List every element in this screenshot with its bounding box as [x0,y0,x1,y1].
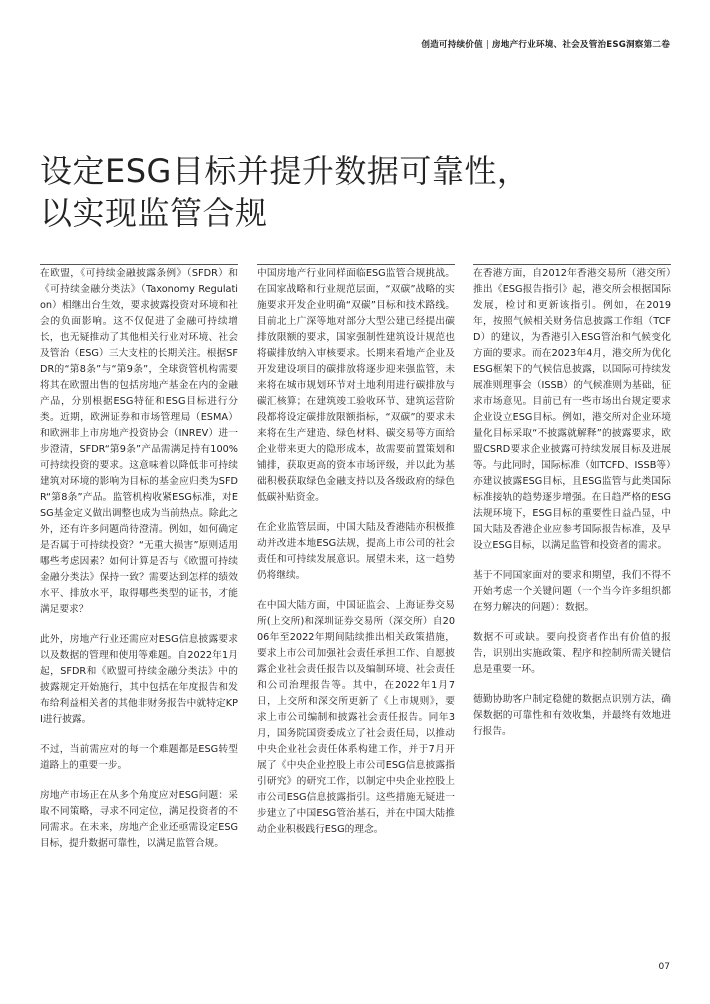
paragraph: 德勤协助客户制定稳健的数据点识别方法，确保数据的可靠性和有效收集，并最终有效地进行报告。 [473,694,671,737]
header-separator: | [485,40,489,50]
paragraph: 在中国大陆方面，中国证监会、上海证券交易所(上交所)和深圳证券交易所（深交所）自2006年至2022年期间陆续推出相关政策措施，要求上市公司加强社会责任承担工作、自愿披露企业社会责任报告以及编制环境、社会责任和公司治理报告等。其中，在2022年1月7日，上交所和深交所更新了《上市规则》，要求上市公司编制和披露社会责任报告。同年3月，国务院国资委成立了社会责任局，以推动中央企业社会责任体系构建工作，并于7月开展了《中央企业控股上市公司ESG信息披露指引研究》的研究工作，以制定中央企业控股上市公司ESG信息披露指引。这些措施无疑进一步建立了中国ESG管治基石，并在中国大陆推动企业积极践行ESG的理念。 [257,600,455,835]
page-title-line-1: 设定ESG目标并提升数据可靠性， [40,152,530,190]
paragraph: 在香港方面，自2012年香港交易所（港交所）推出《ESG报告指引》起，港交所会根据国际发展，检讨和更新该指引。例如，在2019年，按照气候相关财务信息披露工作组（TCFD）的建议，为香港引入ESG管治和气候变化方面的要求。而在2023年4月，港交所为优化ESG框架下的气候信息披露，以国际可持续发展准则理事会（ISSB）的气候准则为基础，征求市场意见。目前已有一些市场出台规定要求企业设立ESG目标。例如，港交所对企业环境量化目标采取“不披露就解释”的披露要求，欧盟CSRD要求企业披露可持续发展目标及进展等。与此同时，国际标准（如TCFD、ISSB等）亦建议披露ESG目标，且ESG监管与此类国际标准接轨的趋势逐步增强。在日趋严格的ESG法规环境下，ESG目标的重要性日益凸显，中国大陆及香港企业应参考国际报告标准，及早设立ESG目标，以满足监管和投资者的需求。 [473,268,671,551]
running-header [421,38,670,50]
page-title [40,150,529,234]
paragraph: 基于不同国家面对的要求和期望，我们不得不开始考虑一个关键问题（一个当今许多组织都在努力解决的问题）：数据。 [473,570,671,613]
header-publication-title: 房地产行业环境、社会及管治ESG洞察第二卷 [491,40,670,50]
header-series-title: 创造可持续价值 [421,40,483,50]
paragraph: 在欧盟，《可持续金融披露条例》（SFDR）和《可持续金融分类法》（Taxonomy Regulation）相继出台生效，要求披露投资对环境和社会的负面影响。这不仅促进了金融可持续增长，也无疑推动了其他相关行业对环境、社会及管治（ESG）三大支柱的长期关注。根据SFDR的“第8条”与“第9条”，全球资管机构需要将其在欧盟出售的包括房地产基金在内的金融产品，分别根据ESG特征和ESG目标进行分类。近期，欧洲证券和市场管理局（ESMA）和欧洲非上市房地产投资协会（INREV）进一步澄清，SFDR“第9条”产品需满足持有100%可持续投资的要求。这意味着以降低非可持续建筑对环境的影响为目标的基金应归类为SFDR“第8条”产品。监管机构收紧ESG标准，对ESG基金定义做出调整也成为当前热点。除此之外，还有许多问题尚待澄清。例如，如何确定是否属于可持续投资？“无重大损害”原则适用哪些考虑因素？如何计算是否与《欧盟可持续金融分类法》保持一致？需要达到怎样的绩效水平、排放水平，取得哪些类型的证书，才能满足要求？ [40,268,238,615]
paragraph: 在企业监管层面，中国大陆及香港陆亦积极推动并改进本地ESG法规，提高上市公司的社会责任和可持续发展意识。展望未来，这一趋势仍将继续。 [257,522,455,581]
paragraph: 中国房地产行业同样面临ESG监管合规挑战。在国家战略和行业规范层面，“双碳”战略的实施要求开发企业明确“双碳”目标和技术路线。目前北上广深等地对部分大型公建已经提出碳排放限额的要求，国家强制性建筑设计规范也将碳排放纳入审核要求。长期来看地产企业及开发建设项目的碳排放将逐步迎来强监管，未来将在城市规划环节对土地利用进行碳排放与碳汇核算；在建筑竣工验收环节、建筑运营阶段都将设定碳排放限额指标，“双碳”的要求未来将在生产建造、绿色材料、碳交易等方面给企业带来更大的隐形成本，故需要前置策划和铺排，获取更高的资本市场评级，并以此为基础积极获取绿色金融支持以及各级政府的绿色低碳补贴资金。 [257,268,455,503]
text-column-1 [40,266,238,866]
paragraph: 不过，当前需应对的每一个难题都是ESG转型道路上的重要一步。 [40,744,238,771]
paragraph: 数据不可或缺。要向投资者作出有价值的报告，识别出实施政策、程序和控制所需关键信息是重要一环。 [473,632,671,675]
text-column-3 [473,266,671,754]
paragraph: 此外，房地产行业还需应对ESG信息披露要求以及数据的管理和使用等难题。自2022年1月起，SFDR和《欧盟可持续金融分类法》中的披露规定开始施行，其中包括在年度报告和发布给利益相关者的其他非财务报告中就特定KPI进行披露。 [40,634,238,725]
paragraph: 房地产市场正在从多个角度应对ESG问题：采取不同策略，寻求不同定位，满足投资者的不同需求。在未来，房地产企业还亟需设定ESG目标，提升数据可靠性，以满足监管合规。 [40,790,238,849]
page-number: 07 [658,962,670,972]
text-column-2 [257,266,455,852]
page-title-line-2: 以实现监管合规 [40,194,268,232]
